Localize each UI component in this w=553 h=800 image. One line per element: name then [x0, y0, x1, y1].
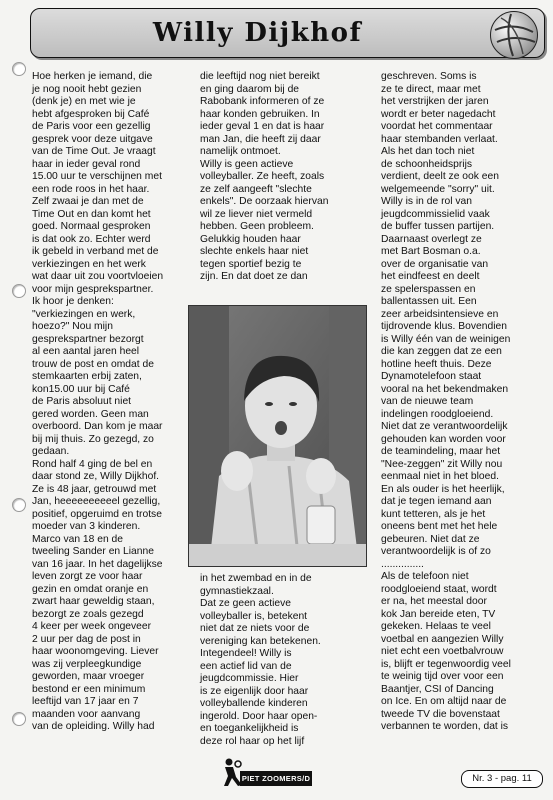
binder-hole	[12, 498, 26, 512]
binder-hole	[12, 712, 26, 726]
page-number-badge: Nr. 3 - pag. 11	[461, 770, 543, 788]
header-banner	[30, 8, 545, 58]
article-column-1: Hoe herken je iemand, die je nog nooit hebt gezien (denk je) en met wie je hebt afgesproken bij Café de Paris voor een gezellig gesprek voor deze uitgave van de Time Out. Je vraagt haar in ieder geval rond 15.00 uur te verschijnen met een rode roos in het haar. Zelf zwaai je dan met de Time Out en dan komt het goed. Normaal gesproken is dat ook zo. Echter werd ik gebeld in verband met de verkiezingen en het werk wat daar uit zou voortvloeien voor mijn gesprekspartner. Ik hoor je denken: "verkiezingen en werk, hoezo?" Nou mijn gesprekspartner bezorgt al een aantal jaren heel trouw de post en omdat de stemkaarten erbij zaten, kon15.00 uur bij Café de Paris absoluut niet gered worden. Geen man overboord. Dan kom je maar bij mij thuis. Zo gezegd, zo gedaan. Rond half 4 ging de bel en daar stond ze, Willy Dijkhof. Ze is 48 jaar, getrouwd met Jan, heeeeeeeeeel gezellig, positief, opgeruimd en trotse moeder van 3 kinderen. Marco van 18 en de tweeling Sander en Lianne van 16 jaar. In het dagelijkse leven zorgt ze voor haar gezin en omdat oranje en zwart haar geweldig staan, bezorgt ze zoals gezegd 4 keer per week ongeveer 2 uur per dag de post in haar woonomgeving. Liever was zij verpleegkundige geworden, maar vroeger bestond er een minimum leeftijd van 17 jaar en 7 maanden voor aanvang van de opleiding. Willy had	[32, 71, 164, 732]
binder-hole	[12, 284, 26, 298]
article-column-2-top: die leeftijd nog niet bereikt en ging daarom bij de Rabobank informeren of ze haar konden gebruiken. In ieder geval 1 en dat is haar man Jan, die heeft zij daar namelijk ontmoet. Willy is geen actieve volleyballer. Ze heeft, zoals ze zelf aangeeft "slechte enkels". De oorzaak hiervan wil ze liever niet vermeld hebben. Geen probleem. Gelukkig houden haar slechte enkels haar niet tegen sportief bezig te zijn. En dat doet ze dan	[200, 71, 329, 282]
article-column-3: geschreven. Soms is ze te direct, maar met het verstrijken der jaren wordt er beter nagedacht voordat het commentaar haar stembanden verlaat. Als het dan toch niet de schoonheidsprijs verdient, deelt ze ook een welgemeende "sorry" uit. Willy is in de rol van jeugdcommissielid vaak de buffer tussen partijen. Daarnaast overlegt ze met Bart Bosman o.a. over de organisatie van het eindfeest en deelt ze spelerspassen en ballentassen uit. Een zeer arbeidsintensieve en tijdrovende klus. Bovendien is Willy één van de weinigen die kan zeggen dat ze een hotline heeft thuis. Deze Dynamotelefoon staat vooral na het bekendmaken van de nieuwe team indelingen roodgloeiend. Niet dat ze verantwoordelijk gehouden kan worden voor de teamindeling, maar het "Nee-zeggen" zit Willy nou eenmaal niet in het bloed. En als ouder is het heerlijk, dat je tegen iemand aan kunt tetteren, als je het oneens bent met het hele gebeuren. Niet dat ze verantwoordelijk is of zo ............... Als de telefoon niet roodgloeiend staat, wordt er na, het meestal door kok Jan bereide eten, TV gekeken. Helaas te veel voetbal en aangezien Willy niet echt een voetbalvrouw is, blijft er tegenwoordig veel te weinig tijd over voor een Baantjer, CSI of Dancing on Ice. En om altijd naar de tweede TV die bovenstaat verbannen te worden, dat is	[381, 71, 511, 732]
volleyball-icon	[490, 11, 538, 59]
portrait-photo	[188, 305, 367, 567]
page-title: Willy Dijkhof	[152, 18, 363, 48]
binder-hole	[12, 62, 26, 76]
article-column-2-bottom: in het zwembad en in de gymnastiekzaal. Dat ze geen actieve volleyballer is, betekent niet dat ze niets voor de vereniging kan betekenen. Integendeel! Willy is een actief lid van de jeugdcommissie. Hier is ze eigenlijk door haar volleyballende kinderen ingerold. Door haar open- en toegankelijkheid is deze rol haar op het lijf	[200, 573, 321, 747]
sponsor-brand: PIET ZOOMERS/D	[240, 772, 312, 786]
